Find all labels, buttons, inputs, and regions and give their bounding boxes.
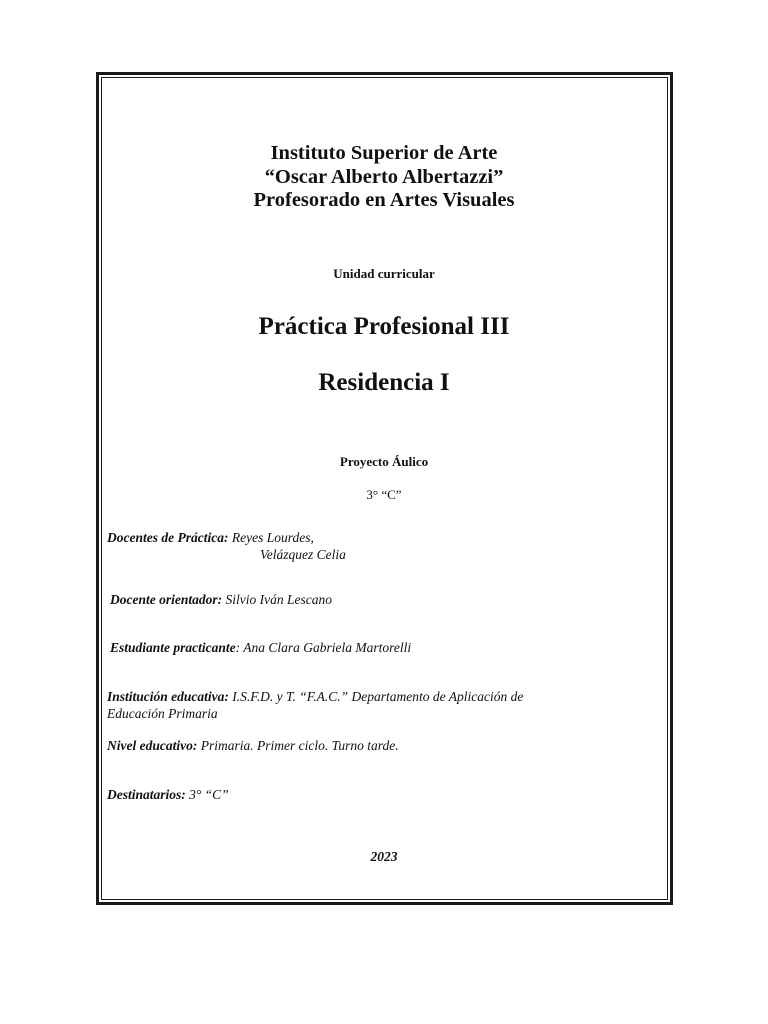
estudiante-value: : Ana Clara Gabriela Martorelli: [235, 640, 412, 655]
institucion-field: [107, 689, 523, 705]
grade-label: 3° “C”: [366, 487, 402, 502]
docentes-label: Docentes de Práctica:: [107, 530, 229, 545]
nivel-label: Nivel educativo:: [107, 738, 198, 753]
docentes-field: [107, 530, 314, 546]
orientador-label: Docente orientador:: [110, 592, 223, 607]
course-subtitle: Residencia I: [318, 369, 450, 396]
nivel-field: [107, 738, 399, 754]
institucion-value-2: Educación Primaria: [107, 706, 218, 721]
institution-name: Instituto Superior de Arte: [270, 142, 498, 164]
orientador-value: Silvio Iván Lescano: [222, 592, 332, 607]
destinatarios-value: 3° “C”: [185, 787, 229, 802]
project-label: Proyecto Áulico: [339, 454, 429, 469]
orientador-field: [110, 592, 332, 608]
nivel-value: Primaria. Primer ciclo. Turno tarde.: [197, 738, 399, 753]
estudiante-label: Estudiante practicante: [110, 640, 236, 655]
program-name: Profesorado en Artes Visuales: [253, 189, 515, 211]
course-title: Práctica Profesional III: [258, 313, 510, 340]
year-label: 2023: [370, 849, 398, 864]
destinatarios-label: Destinatarios:: [107, 787, 186, 802]
destinatarios-field: [107, 787, 229, 803]
institution-honoree: “Oscar Alberto Albertazzi”: [264, 166, 504, 188]
docentes-value-2: Velázquez Celia: [260, 547, 346, 562]
institucion-value-1: I.S.F.D. y T. “F.A.C.” Departamento de Aplicación de: [228, 689, 524, 704]
estudiante-field: [110, 640, 411, 656]
unit-label: Unidad curricular: [333, 266, 435, 281]
institucion-label: Institución educativa:: [107, 689, 229, 704]
docentes-value-1: Reyes Lourdes,: [228, 530, 314, 545]
